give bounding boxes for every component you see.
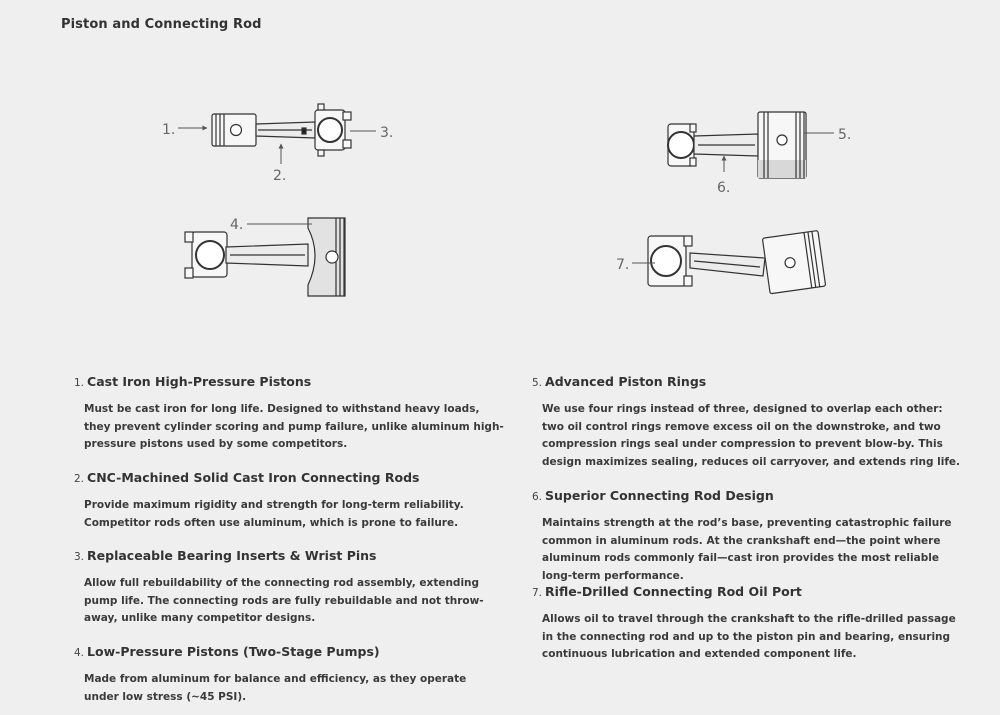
feature-title: Low-Pressure Pistons (Two-Stage Pumps) bbox=[87, 644, 380, 659]
feature-title: CNC-Machined Solid Cast Iron Connecting Rods bbox=[87, 470, 420, 485]
feature-number: 5. bbox=[532, 377, 543, 389]
feature-item-6 bbox=[532, 486, 962, 582]
feature-title: Superior Connecting Rod Design bbox=[545, 488, 774, 503]
feature-number: 1. bbox=[74, 377, 85, 389]
feature-item-2 bbox=[74, 468, 504, 532]
callout-label-5: 5. bbox=[838, 127, 852, 143]
feature-description: Allows oil to travel through the crankshaft to the rifle-drilled passage in the connecting rod and up to the piston pin and bearing, ensuring continuous lubrication and extended component life. bbox=[542, 613, 956, 660]
feature-title: Advanced Piston Rings bbox=[545, 374, 707, 389]
feature-description: We use four rings instead of three, designed to overlap each other: two oil control rings remove excess oil on the downstroke, and two compression rings seal under compression to prevent blow-by. This design maximizes sealing, reduces oil carryover, and extends ring life. bbox=[542, 403, 961, 468]
assembly-d-illustration bbox=[648, 231, 826, 294]
feature-item-7 bbox=[532, 582, 962, 664]
feature-number: 7. bbox=[532, 587, 543, 599]
feature-description: Maintains strength at the rod’s base, preventing catastrophic failure common in aluminum rods. At the crankshaft end—the point where aluminum rods commonly fail—cast iron provides the most reliable long-term performance. bbox=[542, 517, 952, 582]
feature-number: 3. bbox=[74, 551, 85, 563]
callout-label-6: 6. bbox=[717, 180, 731, 196]
feature-description: Must be cast iron for long life. Designed to withstand heavy loads, they prevent cylinder scoring and pump failure, unlike aluminum high-pressure pistons used by some competitors. bbox=[84, 403, 504, 450]
callout-label-2: 2. bbox=[273, 168, 287, 184]
page-title: Piston and Connecting Rod bbox=[61, 17, 262, 32]
callout-label-4: 4. bbox=[230, 217, 244, 233]
features-left-column bbox=[74, 372, 504, 706]
feature-description: Provide maximum rigidity and strength for long-term reliability. Competitor rods often use aluminum, which is prone to failure. bbox=[84, 499, 464, 529]
feature-title: Rifle-Drilled Connecting Rod Oil Port bbox=[545, 584, 802, 599]
feature-item-4 bbox=[74, 642, 504, 706]
feature-item-5 bbox=[532, 372, 962, 472]
callout-label-1: 1. bbox=[162, 122, 176, 138]
feature-title: Replaceable Bearing Inserts & Wrist Pins bbox=[87, 548, 377, 563]
feature-description: Made from aluminum for balance and efficiency, as they operate under low stress (~45 PSI). bbox=[84, 673, 467, 703]
features-right-column bbox=[532, 372, 962, 664]
feature-item-1 bbox=[74, 372, 504, 454]
feature-title: Cast Iron High-Pressure Pistons bbox=[87, 374, 312, 389]
callout-label-3: 3. bbox=[380, 125, 394, 141]
assembly-c-illustration bbox=[668, 112, 806, 178]
feature-number: 4. bbox=[74, 647, 85, 659]
feature-number: 6. bbox=[532, 491, 543, 503]
callout-label-7: 7. bbox=[616, 257, 630, 273]
assembly-b-illustration bbox=[185, 218, 345, 296]
feature-item-3 bbox=[74, 546, 504, 628]
feature-number: 2. bbox=[74, 473, 85, 485]
feature-description: Allow full rebuildability of the connecting rod assembly, extending pump life. The connecting rods are fully rebuildable and not throw-away, unlike many competitor designs. bbox=[84, 577, 484, 624]
